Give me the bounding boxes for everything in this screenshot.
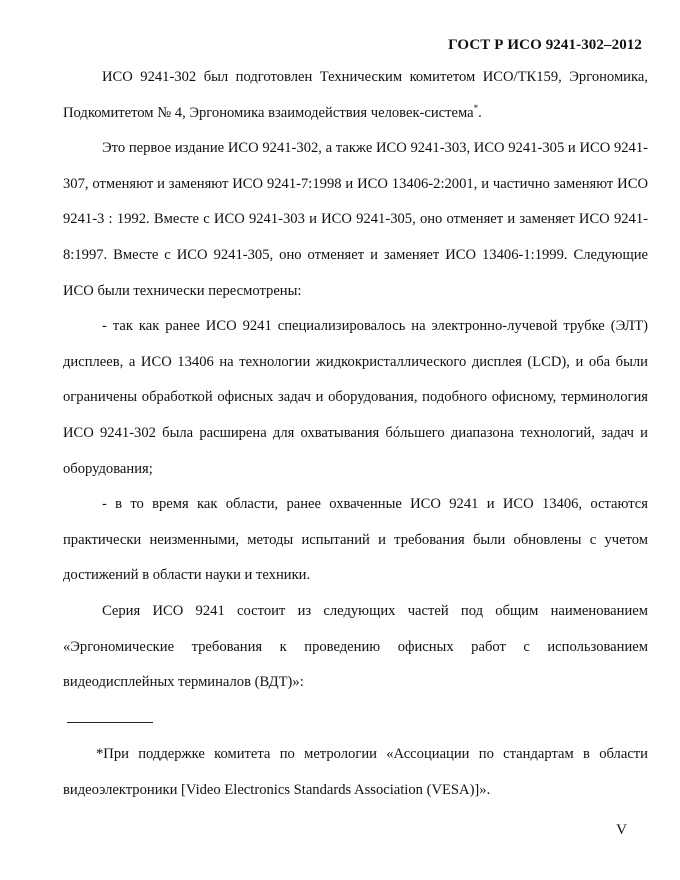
list-item-methods: - в то время как области, ранее охваченные ИСО 9241 и ИСО 13406, остаются практически неизменными, методы испытаний и требования были обновлены с учетом достижений в области науки и техники. bbox=[63, 496, 648, 584]
paragraph-preparation bbox=[63, 60, 648, 131]
paragraph-edition: Это первое издание ИСО 9241-302, а также ИСО 9241-303, ИСО 9241-305 и ИСО 9241-307, отменяют и заменяют ИСО 9241-7:1998 и ИСО 13406-2:2001, и частично заменяют ИСО 9241-3 : 1992. Вместе с ИСО 9241-303 и ИСО 9241-305, оно отменяет и заменяет ИСО 9241-8:1997. Вместе с ИСО 9241-305, оно отменяет и заменяет ИСО 13406-1:1999. Следующие ИСО были технически пересмотрены: bbox=[63, 140, 648, 299]
body-text bbox=[63, 60, 648, 701]
footnote-separator bbox=[67, 722, 153, 723]
footnote-text: *При поддержке комитета по метрологии «Ассоциации по стандартам в области видеоэлектроники [Video Electronics Standards Association (VESA)]». bbox=[63, 746, 648, 798]
paragraph-series: Серия ИСО 9241 состоит из следующих частей под общим наименованием «Эргономические требования к проведению офисных работ с использованием видеодисплейных терминалов (ВДТ)»: bbox=[63, 602, 648, 691]
paragraph-preparation-end: . bbox=[478, 104, 482, 121]
list-item-terminology: - так как ранее ИСО 9241 специализировалось на электронно-лучевой трубке (ЭЛТ) дисплеев, а ИСО 13406 на технологии жидкокристаллического дисплея (LCD), и оба были ограничены обработкой офисных задач и оборудования, подобного офисному, терминология ИСО 9241-302 была расширена для охватывания бóльшего диапазона технологий, задач и оборудования; bbox=[63, 318, 648, 477]
page-number: V bbox=[616, 822, 627, 838]
footnote bbox=[63, 737, 648, 808]
paragraph-preparation-text: ИСО 9241-302 был подготовлен Техническим комитетом ИСО/ТК159, Эргономика, Подкомитетом № 4, Эргономика взаимодействия человек-система bbox=[63, 69, 648, 121]
page-header-standard: ГОСТ Р ИСО 9241-302–2012 bbox=[448, 37, 642, 53]
footnote-marker[interactable]: * bbox=[473, 102, 479, 113]
